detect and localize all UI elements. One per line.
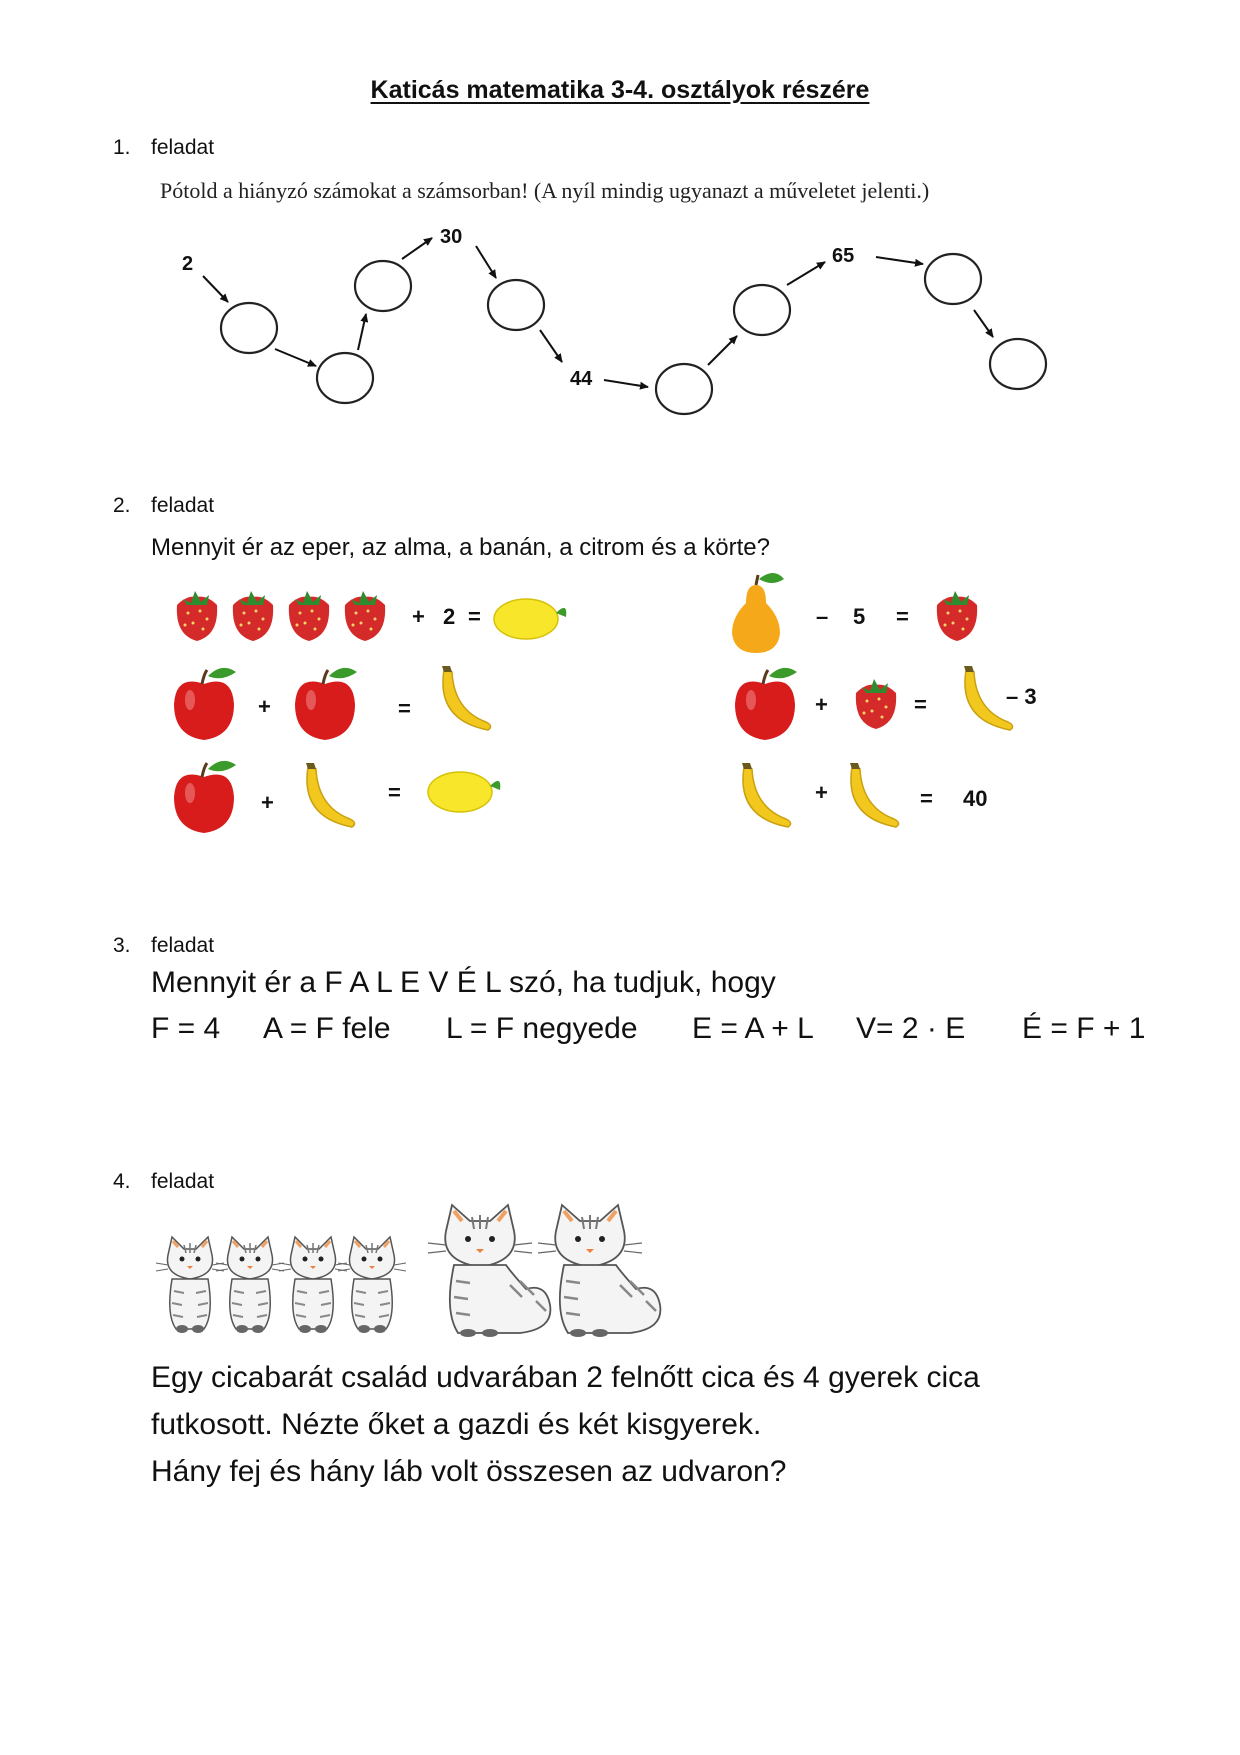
blank-circle xyxy=(656,364,712,414)
clue: L = F negyede xyxy=(446,1012,638,1045)
task-3-question: Mennyit ér a F A L E V É L szó, ha tudjuk, hogy xyxy=(151,966,776,999)
blank-circle xyxy=(925,254,981,304)
sequence-number: 65 xyxy=(832,245,855,267)
task-4-story-line-1: Egy cicabarát család udvarában 2 felnőtt cica és 4 gyerek cica xyxy=(151,1361,980,1394)
pear-icon xyxy=(732,573,784,653)
lemon-icon xyxy=(494,599,566,639)
apple-icon xyxy=(735,668,797,740)
strawberry-icon xyxy=(937,591,977,641)
banana-icon xyxy=(442,666,491,730)
kitten-icon xyxy=(338,1237,406,1333)
operator: + xyxy=(815,692,828,717)
sequence-number: 44 xyxy=(570,368,593,390)
task-4-number: 4. xyxy=(113,1170,131,1193)
sequence-number: 30 xyxy=(440,226,463,248)
kitten-icon xyxy=(279,1237,347,1333)
task-4-story-line-2: futkosott. Nézte őket a gazdi és két kisgyerek. xyxy=(151,1408,762,1441)
task-1-number: 1. xyxy=(113,136,131,159)
sequence-arrow xyxy=(358,314,366,350)
blank-circle xyxy=(488,280,544,330)
apple-icon xyxy=(174,668,236,740)
operator: + xyxy=(261,790,274,815)
operator: + xyxy=(815,780,828,805)
task-3-label: feladat xyxy=(151,934,215,957)
clue: E = A + L xyxy=(692,1012,814,1045)
operator: + xyxy=(412,604,425,629)
number-sequence-diagram xyxy=(0,0,1240,430)
task-2-number: 2. xyxy=(113,494,131,517)
operator: – xyxy=(816,604,829,629)
sequence-arrow xyxy=(974,310,993,337)
banana-icon xyxy=(850,763,899,827)
cats-illustration xyxy=(150,1195,690,1345)
blank-circle xyxy=(734,285,790,335)
apple-icon xyxy=(295,668,357,740)
lemon-icon xyxy=(428,772,500,812)
banana-icon xyxy=(306,763,355,827)
sequence-arrow xyxy=(876,257,923,264)
task-4-label: feladat xyxy=(151,1170,215,1193)
sequence-arrow xyxy=(787,262,825,285)
clue: A = F fele xyxy=(263,1012,391,1045)
kitten-icon xyxy=(216,1237,284,1333)
operand: – 3 xyxy=(1006,684,1037,709)
strawberry-icon xyxy=(177,591,217,641)
clue: F = 4 xyxy=(151,1012,221,1045)
sequence-number: 2 xyxy=(182,253,194,275)
apple-icon xyxy=(174,761,236,833)
sequence-arrow xyxy=(402,238,432,259)
strawberry-icon xyxy=(233,591,273,641)
operator: = xyxy=(920,786,933,811)
task-4-question: Hány fej és hány láb volt összesen az udvaron? xyxy=(151,1455,787,1488)
operator: = xyxy=(896,604,909,629)
operand: 2 xyxy=(443,604,456,629)
kitten-icon xyxy=(156,1237,224,1333)
sequence-arrow xyxy=(203,276,228,302)
sequence-arrow xyxy=(604,380,648,387)
operator: = xyxy=(468,604,481,629)
page-title: Katicás matematika 3-4. osztályok részére xyxy=(370,76,870,104)
adult-cat-icon xyxy=(428,1205,550,1337)
adult-cat-icon xyxy=(538,1205,660,1337)
clue: É = F + 1 xyxy=(1022,1012,1146,1045)
operand: 40 xyxy=(963,786,988,811)
task-2-label: feladat xyxy=(151,494,215,517)
task-1-instruction: Pótold a hiányzó számokat a számsorban! (A nyíl mindig ugyanazt a műveletet jelenti.) xyxy=(160,178,930,203)
strawberry-icon xyxy=(289,591,329,641)
blank-circle xyxy=(221,303,277,353)
operator: = xyxy=(388,780,401,805)
clue: V= 2 · E xyxy=(856,1012,966,1045)
banana-icon xyxy=(742,763,791,827)
sequence-arrow xyxy=(275,349,316,366)
blank-circle xyxy=(355,261,411,311)
sequence-arrow xyxy=(476,246,496,278)
sequence-arrow xyxy=(540,330,562,362)
operator: = xyxy=(914,692,927,717)
strawberry-icon xyxy=(345,591,385,641)
task-3-number: 3. xyxy=(113,934,131,957)
operator: + xyxy=(258,694,271,719)
sequence-arrow xyxy=(708,336,737,365)
fruit-equations xyxy=(0,560,1240,850)
strawberry-icon xyxy=(856,679,896,729)
task-1-label: feladat xyxy=(151,136,215,159)
blank-circle xyxy=(990,339,1046,389)
task-2-question: Mennyit ér az eper, az alma, a banán, a citrom és a körte? xyxy=(151,534,770,561)
operator: = xyxy=(398,696,411,721)
blank-circle xyxy=(317,353,373,403)
operand: 5 xyxy=(853,604,866,629)
